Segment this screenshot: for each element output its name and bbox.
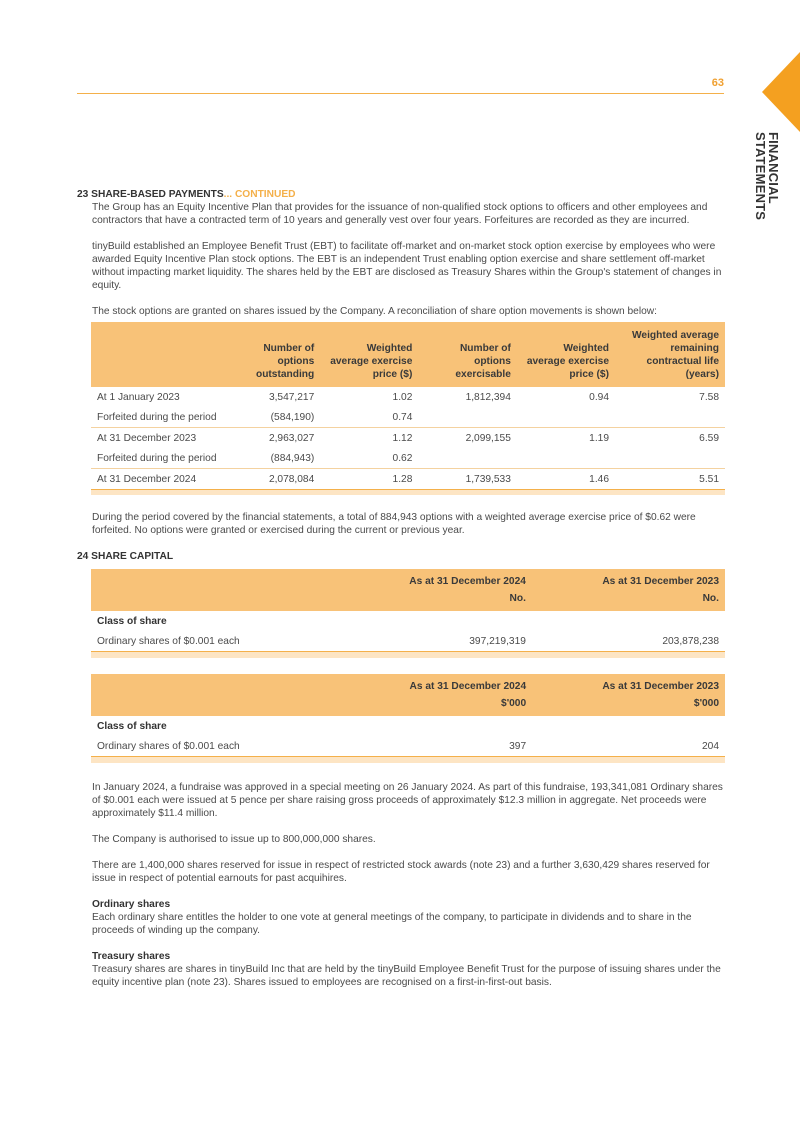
table-row: [91, 469, 725, 490]
continued-label: ... CONTINUED: [223, 189, 296, 200]
table-row: [91, 407, 725, 428]
page-number: 63: [711, 77, 724, 89]
table-cell: 3,547,217: [268, 391, 315, 403]
table-row: [91, 387, 725, 407]
table-footer-band: [91, 490, 725, 496]
table-row: [91, 695, 725, 716]
table-cell: [418, 407, 517, 428]
column-header: As at 31 December 2024: [348, 569, 532, 590]
share-capital-number-table: [91, 569, 725, 658]
table-footer-band: [91, 652, 725, 659]
unit-header: No.: [348, 590, 532, 611]
table-footer-band: [91, 757, 725, 764]
table-cell: At 31 December 2023: [97, 432, 197, 444]
table-cell: [349, 716, 533, 736]
table-row: [91, 448, 725, 469]
table-cell: 204: [702, 740, 719, 752]
table-cell: Ordinary shares of $0.001 each: [97, 740, 240, 752]
column-header: Weighted average exercise price ($): [517, 322, 615, 387]
table-cell: [517, 407, 615, 428]
note-23-paragraph: The Group has an Equity Incentive Plan that provides for the issuance of non-qualified stock options to officers and other employees and contractors that have a contracted term of 10 years and generally vest over four years. Forfeitures are recorded as they are incurred.: [92, 202, 708, 226]
share-option-table: [91, 322, 725, 495]
table-cell: [418, 448, 517, 469]
table-cell: (884,943): [234, 448, 320, 469]
table-cell: [91, 757, 725, 764]
page-content: [77, 188, 725, 1002]
table-cell: 397,219,319: [469, 635, 526, 647]
table-cell: [532, 611, 725, 631]
table-cell: 1.46: [589, 473, 609, 485]
column-header: As at 31 December 2024: [349, 674, 533, 695]
unit-header: $'000: [532, 695, 725, 716]
column-header: As at 31 December 2023: [532, 674, 725, 695]
table-cell: [517, 448, 615, 469]
table-cell: 1.12: [392, 432, 413, 444]
table-cell: Forfeited during the period: [91, 407, 234, 428]
note-23-paragraph: The stock options are granted on shares issued by the Company. A reconciliation of share option movements is shown below:: [92, 306, 657, 317]
share-capital-value-table: [91, 674, 725, 763]
table-cell: 1,739,533: [465, 473, 511, 485]
note-23-heading: 23 SHARE-BASED PAYMENTS... CONTINUED: [77, 189, 296, 200]
table-cell: 0.94: [589, 391, 609, 403]
table-row: [91, 611, 725, 631]
treasury-shares-heading: Treasury shares: [92, 951, 171, 962]
table-cell: At 1 January 2023: [97, 391, 180, 403]
ordinary-shares-text: Each ordinary share entitles the holder to one vote at general meetings of the company, to participate in dividends and to share in the proceeds of winding up the company.: [92, 912, 692, 936]
column-header: Weighted average remaining contractual life (years): [615, 322, 725, 387]
table-row: [91, 322, 725, 387]
column-header: Number of options outstanding: [234, 322, 320, 387]
table-cell: 1.28: [392, 473, 413, 485]
table-cell: 2,963,027: [268, 432, 315, 444]
unit-header: No.: [532, 590, 725, 611]
table-row: [91, 631, 725, 652]
table-cell: 6.59: [699, 432, 719, 444]
header-cell: [91, 590, 348, 611]
table-cell: 7.58: [699, 391, 719, 403]
table-cell: 1.19: [589, 432, 609, 444]
corner-tab-icon: [760, 52, 800, 132]
table-cell: 2,078,084: [268, 473, 315, 485]
table-cell: [615, 448, 725, 469]
column-header: [91, 322, 234, 387]
header-cell: [91, 569, 348, 590]
table-cell: [91, 652, 725, 659]
table-row: [91, 590, 725, 611]
table-cell: 5.51: [699, 473, 719, 485]
table-cell: 1.02: [392, 391, 413, 403]
table-cell: At 31 December 2024: [97, 473, 197, 485]
note-23-paragraph: During the period covered by the financial statements, a total of 884,943 options with a weighted average exercise price of $0.62 were forfeited. No options were granted or exercised during the current or previous year.: [92, 512, 696, 536]
header-rule: [77, 93, 724, 94]
column-header: Number of options exercisable: [418, 322, 517, 387]
note-24-paragraph: The Company is authorised to issue up to 800,000,000 shares.: [92, 834, 376, 845]
table-row: [91, 674, 725, 695]
treasury-shares-text: Treasury shares are shares in tinyBuild Inc that are held by the tinyBuild Employee Benefit Trust for the purpose of issuing shares under the equity incentive plan (note 23). Shares issued to employees are recognised on a first-in-first-out basis.: [92, 964, 721, 988]
table-cell: Forfeited during the period: [91, 448, 234, 469]
table-cell: 0.62: [320, 448, 418, 469]
note-23-paragraph: tinyBuild established an Employee Benefit Trust (EBT) to facilitate off-market and on-market stock option exercise by employees who were awarded Equity Incentive Plan stock options. The EBT is an independent Trust enabling option exercise and share settlement off-market without impacting market liquidity. The shares held by the EBT are disclosed as Treasury Shares within the Group's statement of changes in equity.: [92, 241, 722, 291]
table-cell: 2,099,155: [465, 432, 511, 444]
table-row: [91, 716, 725, 736]
table-cell: [91, 490, 725, 496]
note-24-paragraph: There are 1,400,000 shares reserved for issue in respect of restricted stock awards (note 23) and a further 3,630,429 shares reserved for issue in respect of potential earnouts for past acquihires.: [92, 860, 710, 884]
table-cell: 1,812,394: [465, 391, 511, 403]
column-header: As at 31 December 2023: [532, 569, 725, 590]
table-cell: 203,878,238: [662, 635, 719, 647]
table-cell: [615, 407, 725, 428]
header-cell: [91, 695, 349, 716]
unit-header: $'000: [349, 695, 533, 716]
table-row: [91, 736, 725, 757]
column-header: Weighted average exercise price ($): [320, 322, 418, 387]
table-row: [91, 569, 725, 590]
table-cell: Ordinary shares of $0.001 each: [97, 635, 240, 647]
table-cell: [348, 611, 532, 631]
table-cell: Class of share: [97, 720, 167, 732]
table-row: [91, 428, 725, 449]
table-cell: (584,190): [234, 407, 320, 428]
section-side-title: FINANCIAL STATEMENTS: [753, 132, 781, 221]
note-24-heading: 24 SHARE CAPITAL: [77, 551, 174, 562]
table-cell: 0.74: [320, 407, 418, 428]
note-24-paragraph: In January 2024, a fundraise was approved in a special meeting on 26 January 2024. As part of this fundraise, 193,341,081 Ordinary shares of $0.001 each were issued at 5 pence per share raising gross proceeds of approximately $12.3 million in aggregate. Net proceeds were approximately $11.4 million.: [92, 782, 723, 819]
table-cell: [532, 716, 725, 736]
table-cell: Class of share: [97, 615, 167, 627]
ordinary-shares-heading: Ordinary shares: [92, 899, 171, 910]
header-cell: [91, 674, 349, 695]
table-cell: 397: [509, 740, 527, 752]
